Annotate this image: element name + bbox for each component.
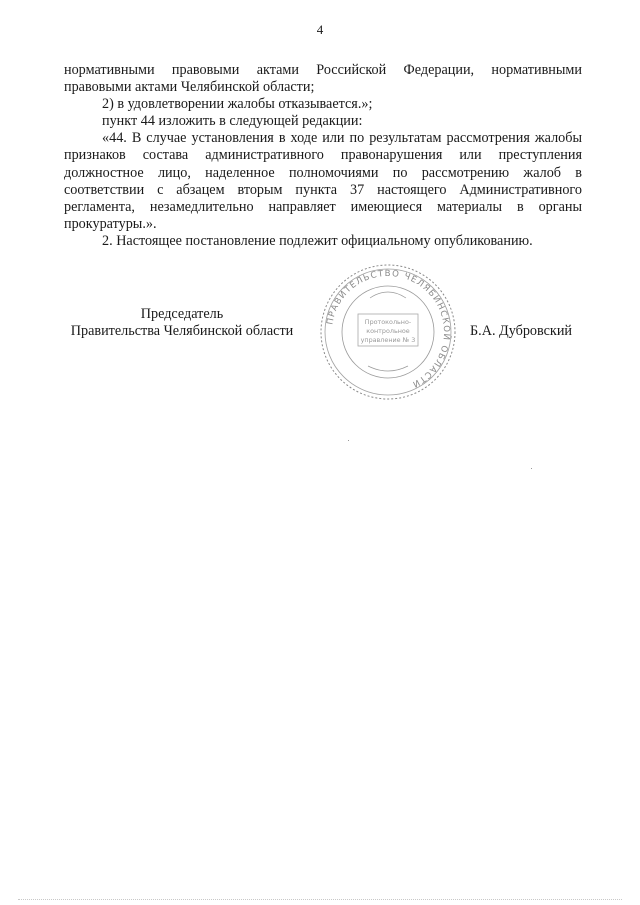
seal-ring-text: ПРАВИТЕЛЬСТВО ЧЕЛЯБИНСКОЙ ОБЛАСТИ	[325, 268, 452, 390]
paragraph-continuation: нормативными правовыми актами Российской Федерации, нормативными правовыми актами Челябинской области;	[64, 62, 582, 96]
signature-title-line1: Председатель	[140, 306, 224, 322]
official-seal	[318, 262, 458, 402]
scan-speck	[531, 468, 532, 469]
scan-edge-line	[18, 899, 622, 901]
page-number: 4	[316, 22, 324, 37]
signature-name: Б.А. Дубровский	[470, 323, 573, 339]
scan-speck	[348, 440, 349, 441]
svg-text:контрольное: контрольное	[366, 327, 410, 335]
document-body	[64, 62, 582, 250]
signature-title-line2: Правительства Челябинской области	[70, 323, 294, 339]
paragraph-point-44-intro: пункт 44 изложить в следующей редакции:	[102, 113, 363, 130]
svg-text:Протокольно-: Протокольно-	[364, 318, 412, 326]
paragraph-publication: 2. Настоящее постановление подлежит официальному опубликованию.	[102, 232, 533, 249]
paragraph-item-2: 2) в удовлетворении жалобы отказывается.»;	[102, 96, 373, 113]
paragraph-point-44-text: «44. В случае установления в ходе или по результатам рассмотрения жалобы признаков состава административного правонарушения или преступления должностное лицо, наделенное полномочиями по рассмотрению жалоб в соответствии с абзацем вторым пункта 37 настоящего Административного регламента, незамедлительно направляет имеющиеся материалы в органы прокуратуры.».	[64, 130, 582, 232]
svg-text:управление № 3: управление № 3	[360, 336, 416, 344]
